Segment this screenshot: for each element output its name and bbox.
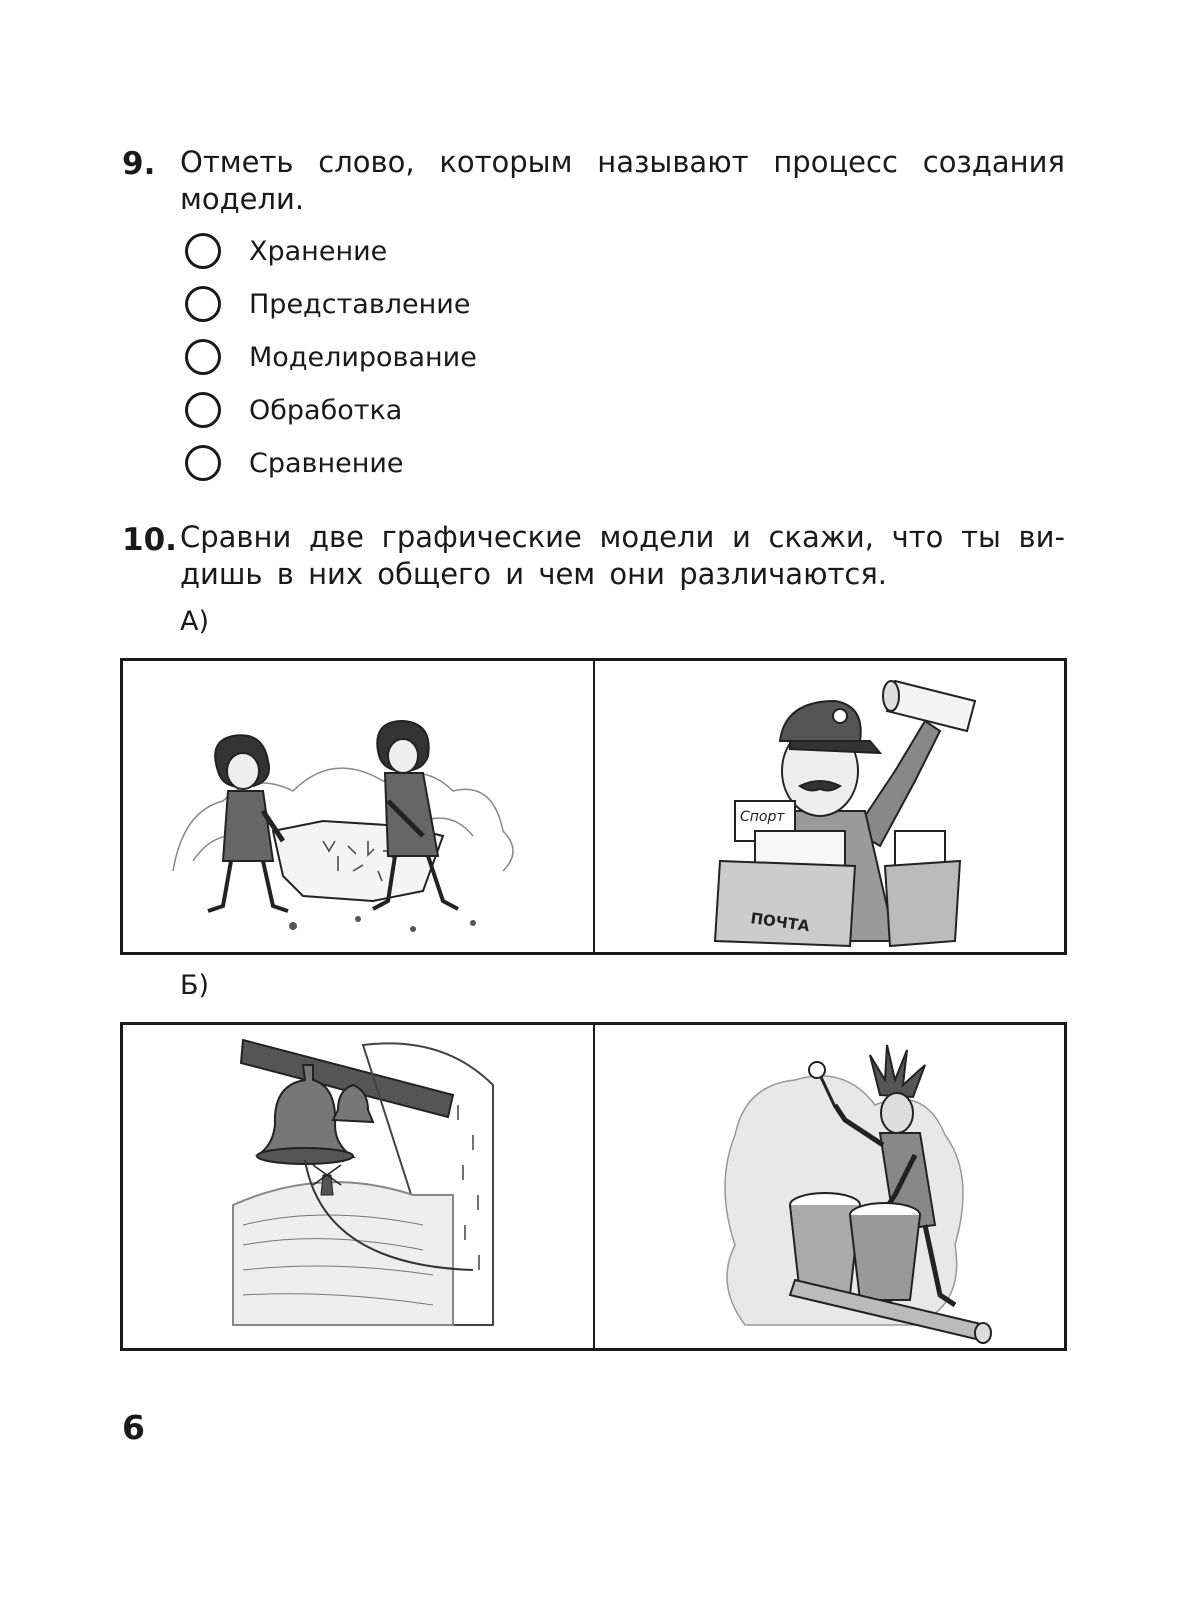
answer-option-processing[interactable] xyxy=(185,388,402,432)
question-10-word: что xyxy=(891,520,944,554)
illustration-bell-tower xyxy=(123,1025,593,1348)
answer-option-modeling[interactable] xyxy=(185,335,477,379)
answer-option-label: Представление xyxy=(249,288,471,320)
question-9-text-line2: модели. xyxy=(180,182,305,216)
question-10-word: графические xyxy=(381,520,582,554)
radio-circle-icon[interactable] xyxy=(185,286,221,322)
radio-circle-icon[interactable] xyxy=(185,339,221,375)
part-a-label: А) xyxy=(180,606,210,637)
question-10-word: и xyxy=(732,520,751,554)
question-9-word: слово, xyxy=(318,145,415,179)
question-9-word: Отметь xyxy=(180,145,294,179)
question-10-word: Сравни xyxy=(180,520,292,554)
question-9-word: создания xyxy=(922,145,1065,179)
answer-option-comparison[interactable] xyxy=(185,441,404,485)
answer-option-representation[interactable] xyxy=(185,282,470,326)
mail-box-text: ПОЧТА xyxy=(749,909,811,936)
answer-option-label: Хранение xyxy=(249,235,388,267)
question-10-number: 10. xyxy=(122,522,177,558)
answer-option-label: Моделирование xyxy=(249,341,477,373)
question-9-word: которым xyxy=(439,145,573,179)
illustration-panel-a xyxy=(120,658,1067,955)
question-9-text-line1 xyxy=(180,144,1065,181)
question-10-word: них xyxy=(308,557,364,591)
part-b-label: Б) xyxy=(180,970,210,1001)
illustration-panel-b xyxy=(120,1022,1067,1351)
page-number: 6 xyxy=(122,1408,145,1447)
question-10-word: две xyxy=(308,520,364,554)
question-9-number: 9. xyxy=(122,146,156,182)
question-10-word: различаются. xyxy=(679,557,887,591)
answer-option-storage[interactable] xyxy=(185,229,387,273)
question-10-text-line1 xyxy=(180,519,1065,556)
question-9-word: называют xyxy=(597,145,749,179)
illustration-mailman xyxy=(595,661,1064,952)
bell-icon xyxy=(123,1025,593,1348)
question-9-word: процесс xyxy=(773,145,898,179)
question-10-word: и xyxy=(505,557,525,591)
answer-option-label: Сравнение xyxy=(249,447,404,479)
mailman-icon xyxy=(595,661,1064,952)
radio-circle-icon[interactable] xyxy=(185,445,221,481)
cavemen-stone-icon xyxy=(123,661,593,952)
question-10-word: модели xyxy=(599,520,715,554)
question-10-word: в xyxy=(276,557,294,591)
answer-option-label: Обработка xyxy=(249,394,403,426)
illustration-cavemen xyxy=(123,661,593,952)
question-10-word: чем xyxy=(538,557,596,591)
radio-circle-icon[interactable] xyxy=(185,233,221,269)
newspaper-text: Спорт xyxy=(740,809,785,825)
question-10-word: дишь xyxy=(180,557,263,591)
question-10-word: ви- xyxy=(1018,520,1065,554)
radio-circle-icon[interactable] xyxy=(185,392,221,428)
question-10-text-line2 xyxy=(180,556,887,593)
question-10-word: общего xyxy=(377,557,492,591)
question-10-word: скажи, xyxy=(768,520,874,554)
drummer-icon xyxy=(595,1025,1064,1348)
illustration-drummer xyxy=(595,1025,1064,1348)
question-10-word: ты xyxy=(961,520,1001,554)
question-10-word: они xyxy=(609,557,665,591)
